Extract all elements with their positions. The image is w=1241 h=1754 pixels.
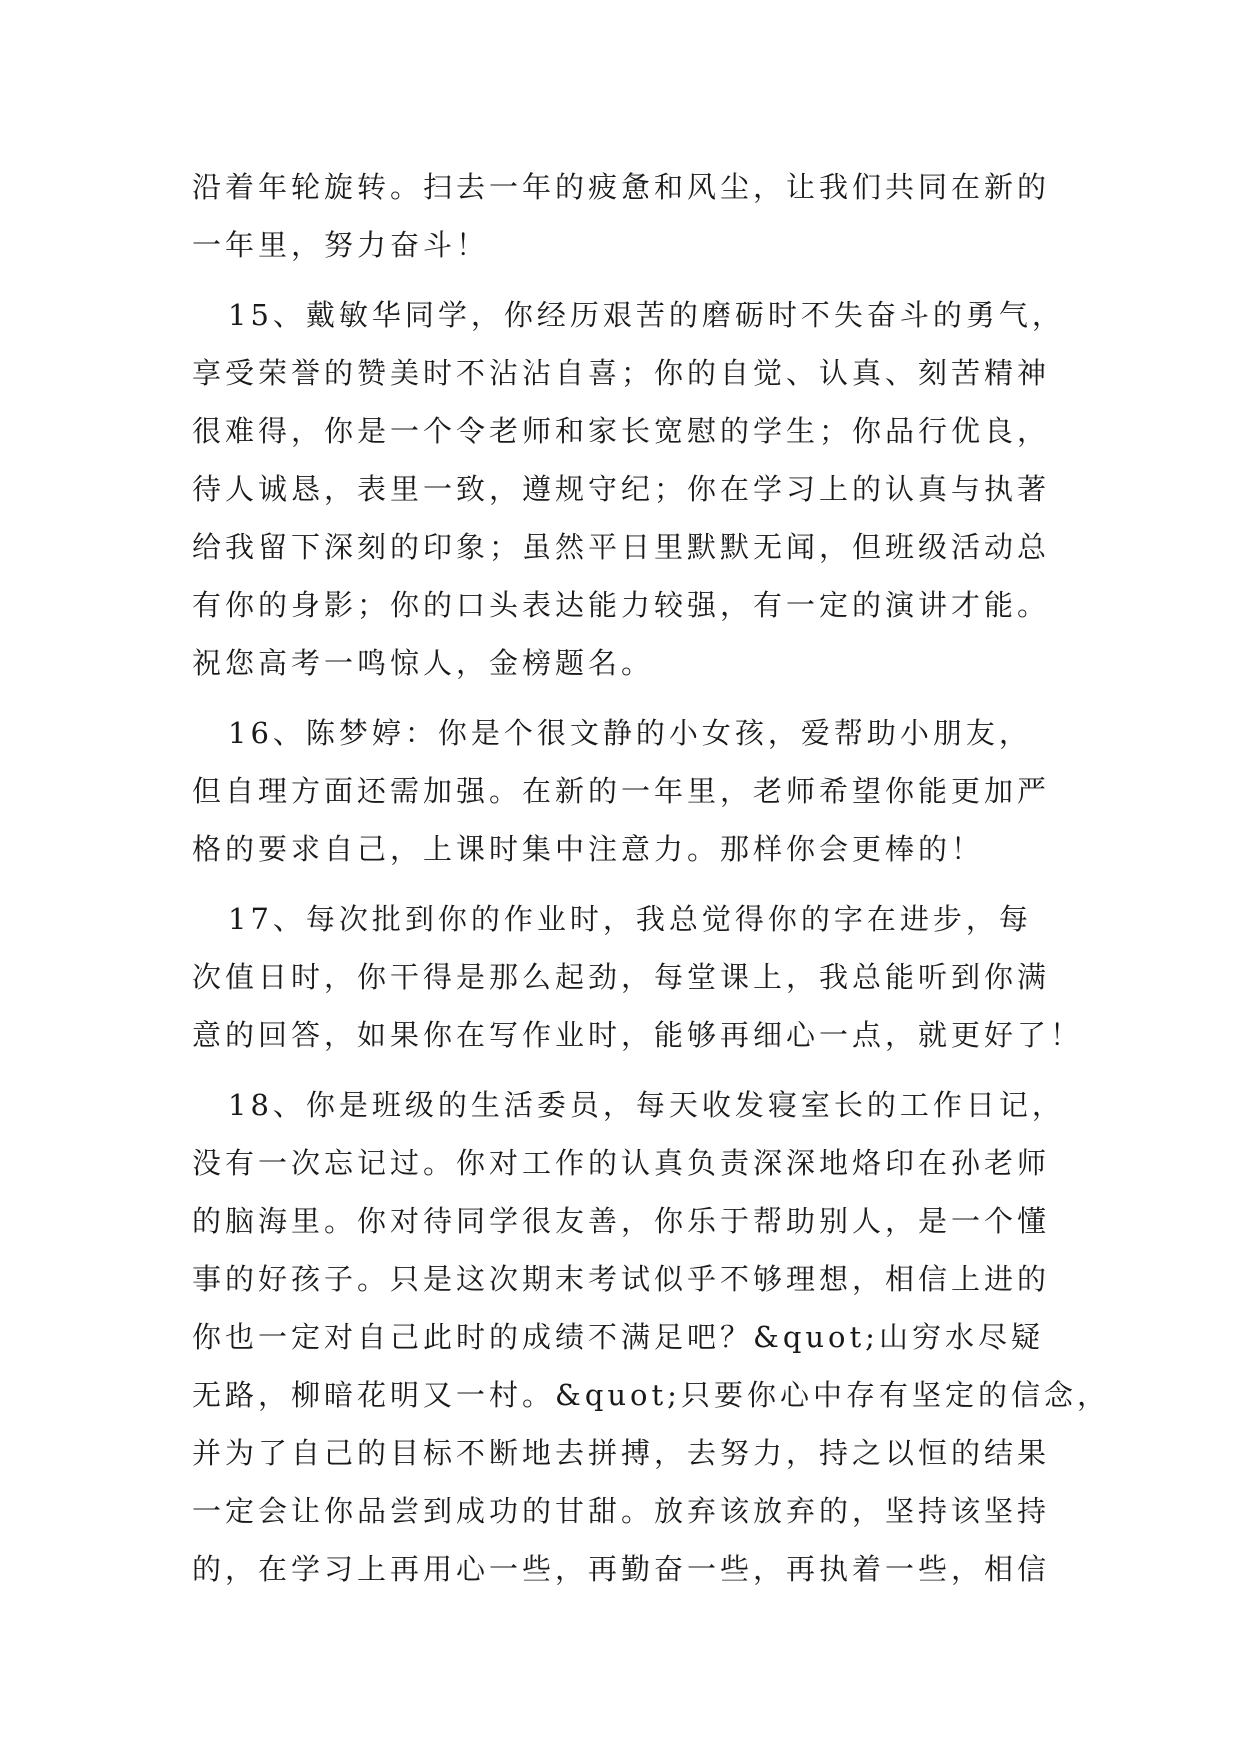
text-line: 一年里，努力奋斗！ xyxy=(192,228,490,262)
text-line: 给我留下深刻的印象；虽然平日里默默无闻，但班级活动总 xyxy=(192,530,1051,564)
paragraph-16-start: 16、陈梦婷：你是个很文静的小女孩，爱帮助小朋友， xyxy=(228,716,1032,750)
text-line: 意的回答，如果你在写作业时，能够再细心一点，就更好了！ xyxy=(192,1018,1084,1052)
text-line: 无路，柳暗花明又一村。&quot;只要你心中存有坚定的信念， xyxy=(192,1378,1110,1412)
text-line: 一定会让你品尝到成功的甘甜。放弃该放弃的，坚持该坚持 xyxy=(192,1494,1051,1528)
text-line: 待人诚恳，表里一致，遵规守纪；你在学习上的认真与执著 xyxy=(192,472,1051,506)
text-line: 但自理方面还需加强。在新的一年里，老师希望你能更加严 xyxy=(192,774,1051,808)
text-line: 沿着年轮旋转。扫去一年的疲惫和风尘，让我们共同在新的 xyxy=(192,170,1051,204)
text-line: 次值日时，你干得是那么起劲，每堂课上，我总能听到你满 xyxy=(192,960,1051,994)
text-line: 你也一定对自己此时的成绩不满足吧？&quot;山穷水尽疑 xyxy=(192,1320,1044,1354)
text-line: 并为了自己的目标不断地去拼搏，去努力，持之以恒的结果 xyxy=(192,1436,1051,1470)
paragraph-17-start: 17、每次批到你的作业时，我总觉得你的字在进步，每 xyxy=(228,902,1032,936)
document-body xyxy=(192,158,1110,1598)
text-line: 的脑海里。你对待同学很友善，你乐于帮助别人，是一个懂 xyxy=(192,1204,1051,1238)
text-line: 格的要求自己，上课时集中注意力。那样你会更棒的！ xyxy=(192,832,985,866)
text-line: 事的好孩子。只是这次期末考试似乎不够理想，相信上进的 xyxy=(192,1262,1051,1296)
text-line: 祝您高考一鸣惊人，金榜题名。 xyxy=(192,646,655,680)
text-line: 很难得，你是一个令老师和家长宽慰的学生；你品行优良， xyxy=(192,414,1051,448)
text-line: 享受荣誉的赞美时不沾沾自喜；你的自觉、认真、刻苦精神 xyxy=(192,356,1051,390)
text-line: 没有一次忘记过。你对工作的认真负责深深地烙印在孙老师 xyxy=(192,1146,1051,1180)
text-line: 有你的身影；你的口头表达能力较强，有一定的演讲才能。 xyxy=(192,588,1051,622)
paragraph-18-start: 18、你是班级的生活委员，每天收发寝室长的工作日记， xyxy=(228,1088,1065,1122)
paragraph-15-start: 15、戴敏华同学，你经历艰苦的磨砺时不失奋斗的勇气， xyxy=(228,298,1065,332)
text-line: 的，在学习上再用心一些，再勤奋一些，再执着一些，相信 xyxy=(192,1552,1051,1586)
